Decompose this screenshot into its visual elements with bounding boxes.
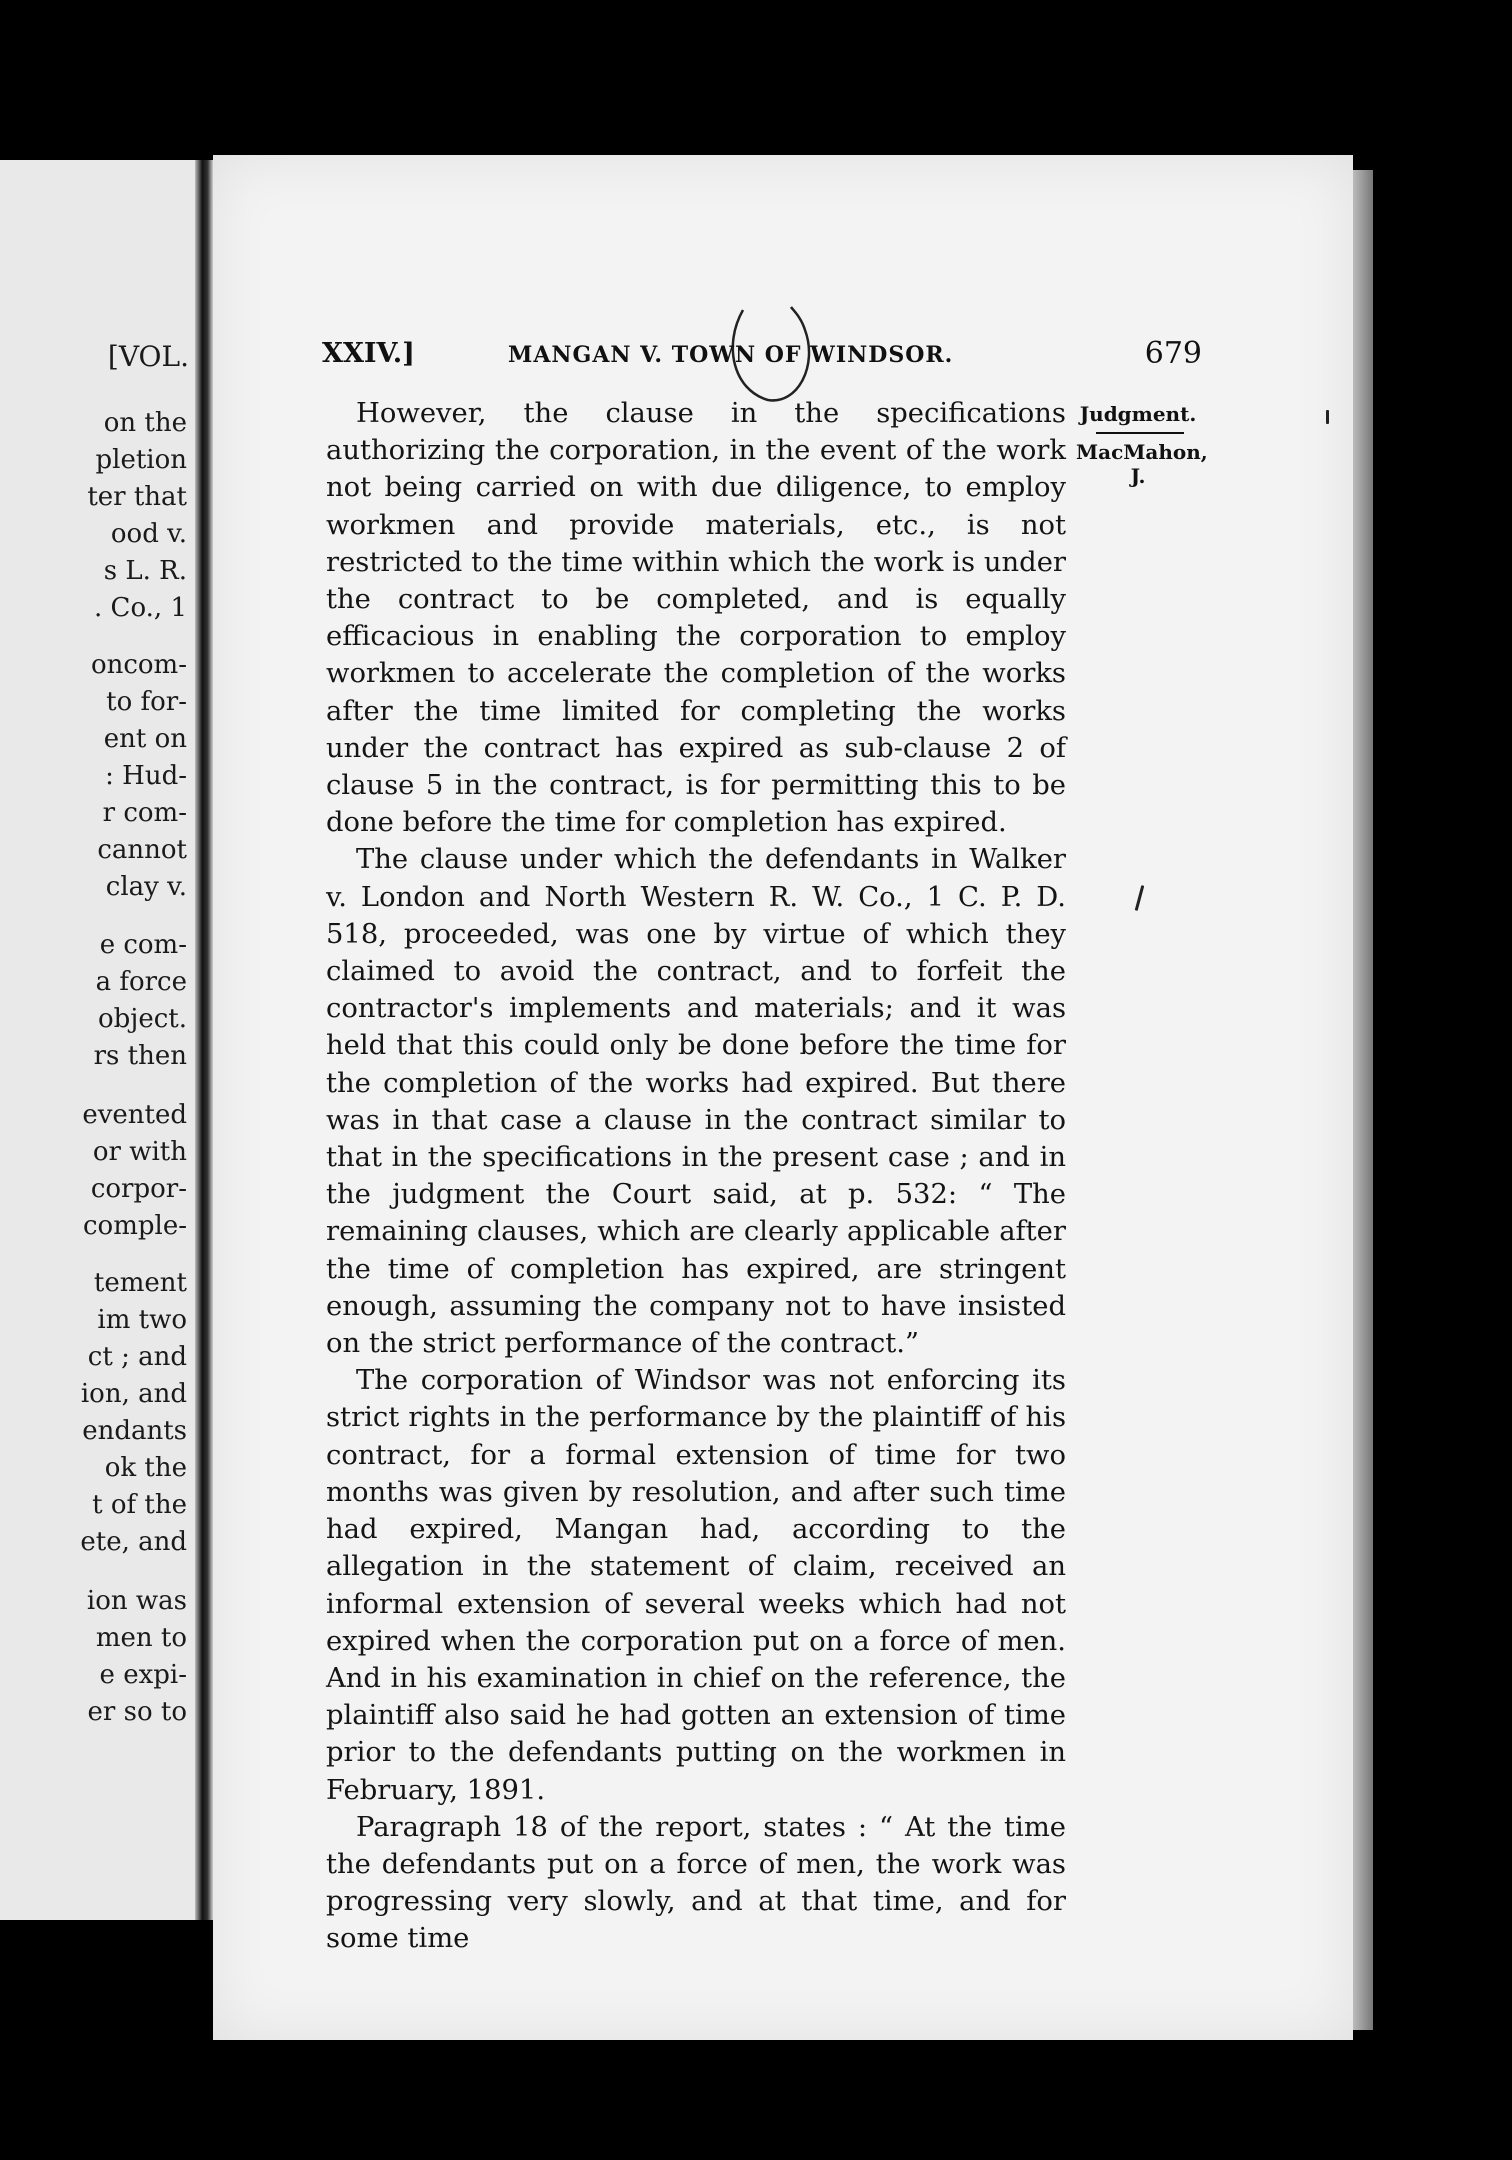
facing-page-line: ood v.	[110, 519, 187, 549]
facing-page-line: oncom-	[90, 650, 187, 680]
facing-page-line: evented	[82, 1100, 187, 1130]
facing-page-line: rs then	[93, 1041, 187, 1071]
margin-note-judge-suffix: J.	[1130, 464, 1146, 488]
facing-page-line: ent on	[103, 724, 187, 754]
facing-page-line: ion, and	[80, 1379, 187, 1409]
ink-speck	[1326, 410, 1329, 424]
book-gutter	[195, 160, 213, 1920]
facing-page-line: pletion	[95, 445, 187, 475]
paragraph: The clause under which the defendants in Walker v. London and North Western R. W. Co., 1 C. P. D. 518, proceeded, was one by virtue of which they claimed to avoid the contract, and to forfeit the contractor's implements and materials; and it was held that this could only be done before the time for the completion of the works had expired. But there was in that case a clause in the contract similar to that in the specifications in the present case ; and in the judgment the Court said, at p. 532: “ The remaining clauses, which are clearly applicable after the time of completion has expired, are stringent enough, assuming the company not to have insisted on the strict performance of the contract.”	[326, 844, 1066, 1360]
paragraph: The corporation of Windsor was not enforcing its strict rights in the performance by the plaintiff of his contract, for a formal extension of time for two months was given by resolution, and after such time had expired, Mangan had, according to the allegation in the statement of claim, received an informal extension of several weeks which had not expired when the corporation put on a force of men. And in his examination in chief on the reference, the plaintiff also said he had gotten an extension of time prior to the defendants putting on the workmen in February, 1891.	[326, 1365, 1066, 1806]
volume-label: XXIV.]	[322, 338, 415, 369]
running-title: MANGAN V. TOWN OF WINDSOR.	[508, 342, 954, 368]
facing-page-line: corpor-	[90, 1174, 187, 1204]
facing-page-line: men to	[95, 1623, 187, 1653]
facing-page-line: r com-	[102, 798, 187, 828]
margin-note-rule	[1096, 432, 1184, 434]
facing-page-line: ok the	[104, 1453, 187, 1483]
facing-page-line: t of the	[92, 1490, 187, 1520]
facing-page-line: ter that	[87, 482, 187, 512]
margin-note-judge: MacMahon,	[1076, 440, 1208, 464]
facing-page-line: s L. R.	[103, 556, 187, 586]
facing-page-line: ct ; and	[87, 1342, 187, 1372]
page-number: 679	[1144, 336, 1202, 371]
facing-page-line: er so to	[87, 1697, 187, 1727]
margin-note-heading: Judgment.	[1079, 402, 1197, 426]
facing-page-line: cannot	[97, 835, 187, 865]
facing-page-line: ion was	[86, 1586, 187, 1616]
facing-page-line: ete, and	[80, 1527, 187, 1557]
facing-page-line: tement	[93, 1268, 187, 1298]
margin-note	[1076, 402, 1208, 488]
facing-page-line: e com-	[99, 930, 187, 960]
paragraph: Paragraph 18 of the report, states : “ At the time the defendants put on a force of men, the work was progressing very slowly, and at that time, and for some time	[326, 1811, 1066, 1955]
body-text	[326, 395, 1066, 1958]
facing-page-line: or with	[92, 1137, 187, 1167]
facing-page-line: a force	[95, 967, 187, 997]
facing-page-line: . Co., 1	[94, 593, 187, 623]
facing-page-line: : Hud-	[105, 761, 187, 791]
facing-page-fragment	[0, 160, 195, 1920]
paragraph: However, the clause in the specifications authorizing the corporation, in the event of the work not being carried on with due diligence, to employ workmen and provide materials, etc., is not restricted to the time within which the work is under the contract to be completed, and is equally efficacious in enabling the corporation to employ workmen to accelerate the completion of the works after the time limited for completing the works under the contract has expired as sub-clause 2 of clause 5 in the contract, is for permitting this to be done before the time for completion has expired.	[326, 398, 1066, 839]
facing-page-vol-label: [VOL.	[107, 340, 189, 373]
facing-page-line: im two	[97, 1305, 187, 1335]
running-header	[322, 338, 1202, 378]
facing-page-line: clay v.	[105, 872, 187, 902]
page-stack-edge	[1353, 170, 1373, 2030]
facing-page-line: comple-	[83, 1211, 187, 1241]
facing-page-line: on the	[103, 408, 187, 438]
facing-page-line: endants	[82, 1416, 187, 1446]
facing-page-line: object.	[97, 1004, 187, 1034]
facing-page-line: e expi-	[99, 1660, 187, 1690]
facing-page-line: to for-	[106, 687, 187, 717]
